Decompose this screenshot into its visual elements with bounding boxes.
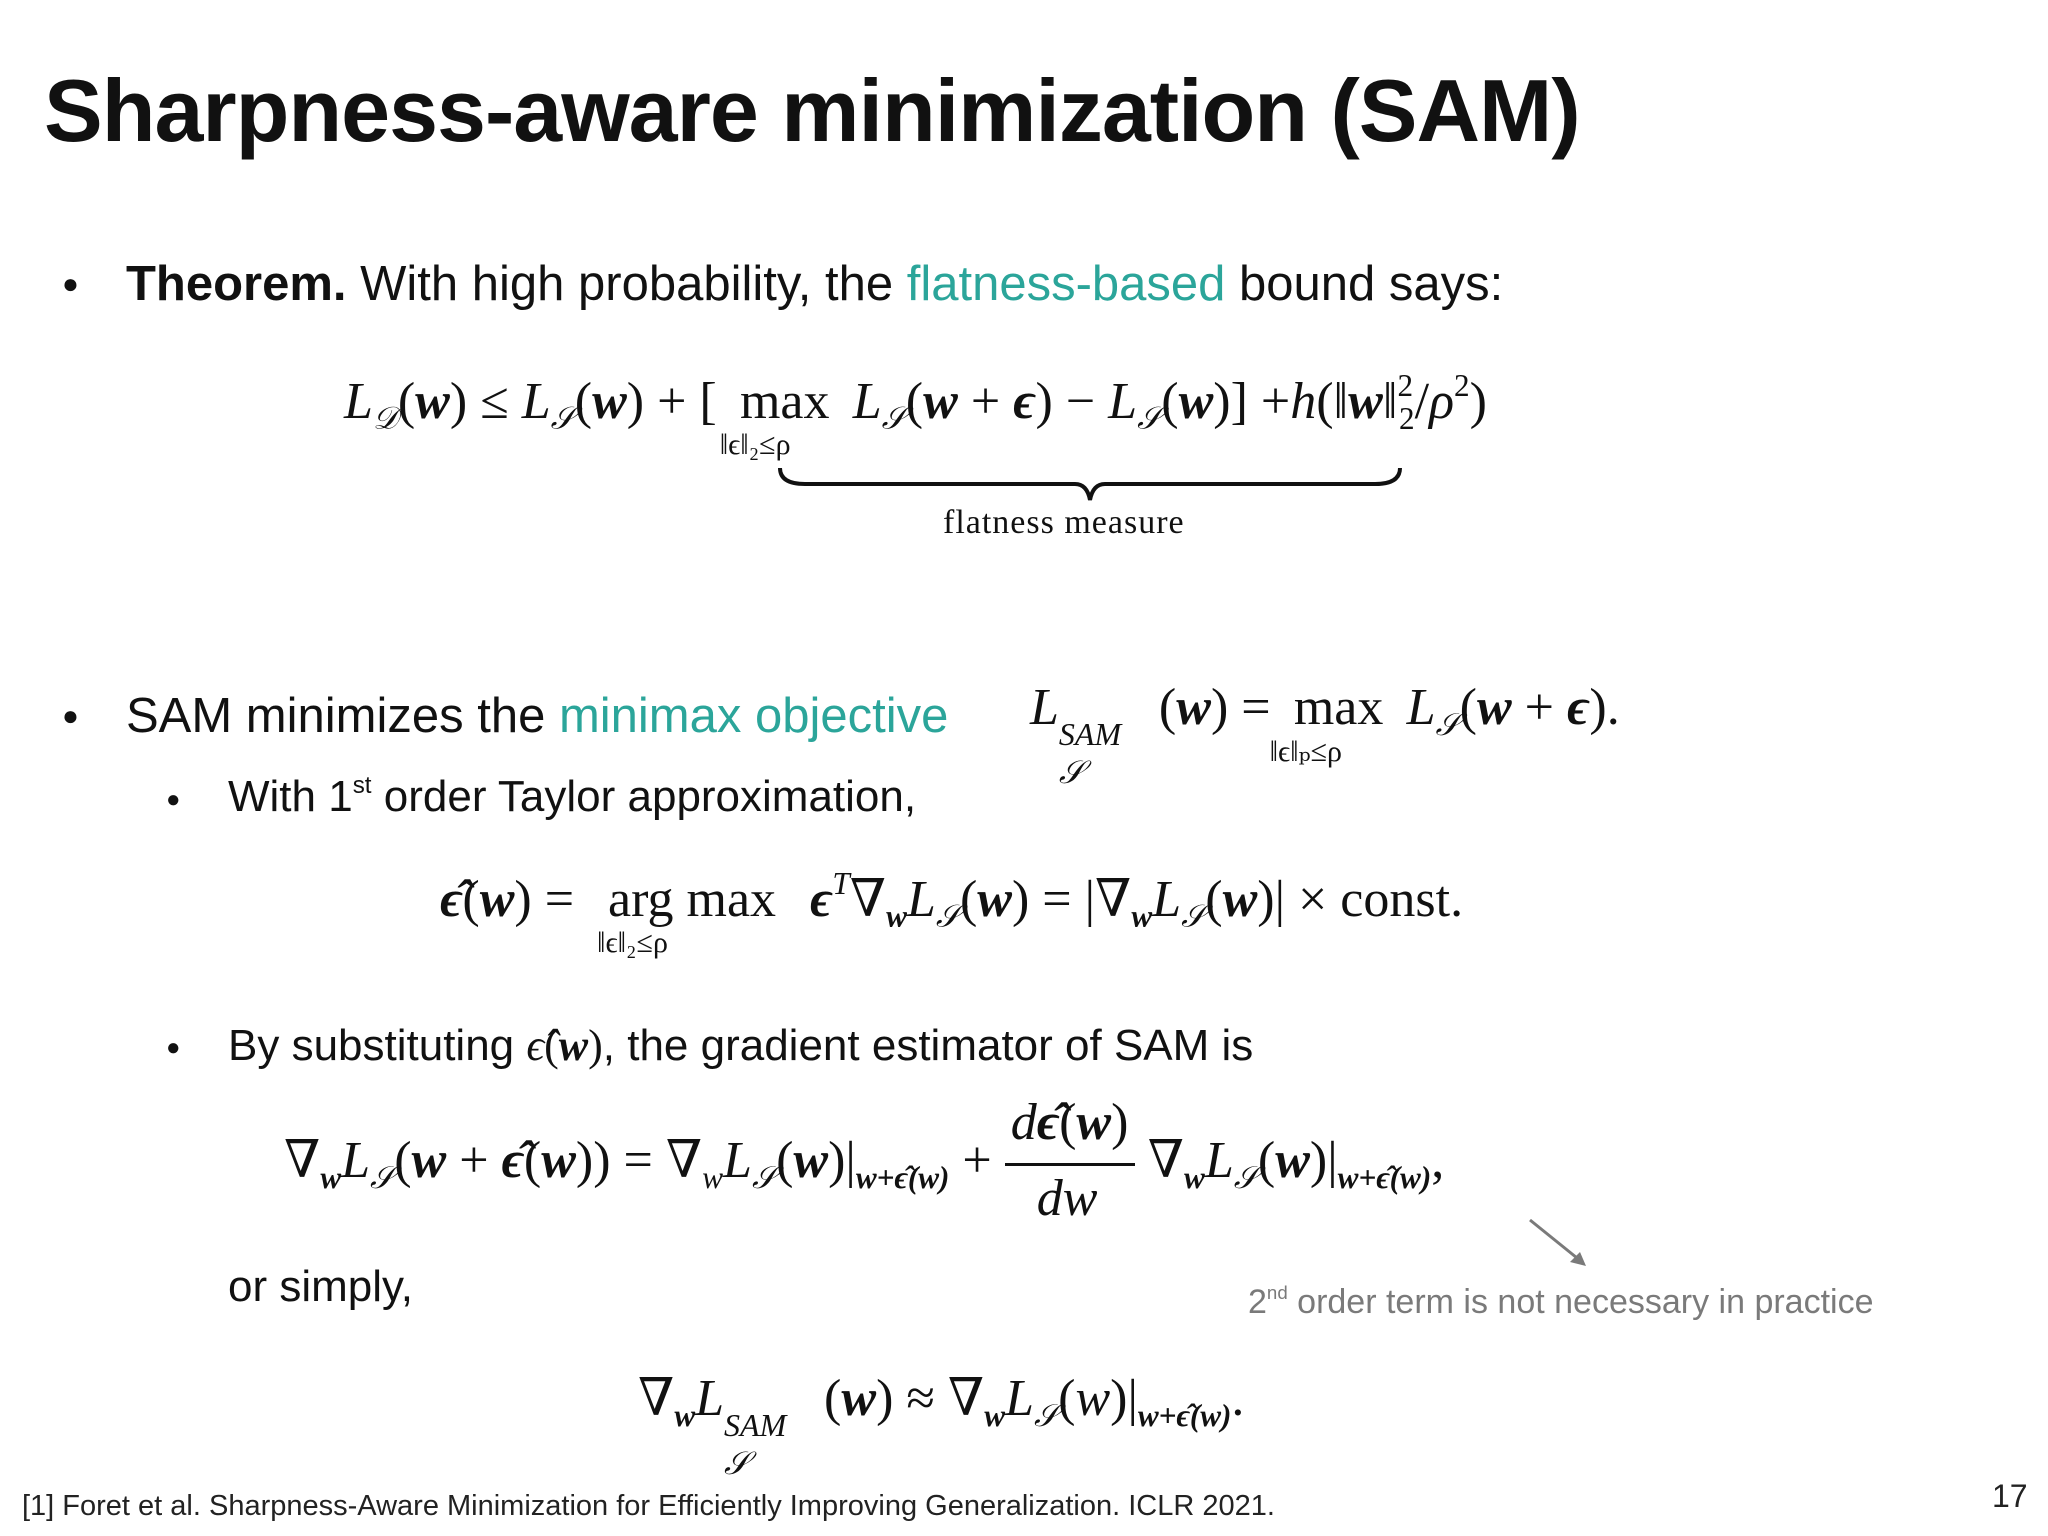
sam-gradient-approx-equation: $\nabla_wL$ SAM 𝒮 $(w) \approx \nabla_wL_𝒮(w)|_{w+\epsilon̂(w)}$. — [638, 1370, 1245, 1481]
theorem-label: Theorem. — [126, 257, 347, 311]
theorem-text-pre: With high probability, the — [346, 257, 907, 311]
taylor-post: order Taylor approximation, — [371, 772, 917, 822]
reference-footer: [1] Foret et al. Sharpness-Aware Minimization for Efficiently Improving Generalization. ICLR 2021. — [22, 1490, 1275, 1522]
theorem-line — [126, 256, 1503, 312]
slide-title: Sharpness-aware minimization (SAM) — [44, 61, 1580, 160]
bullet-dot: ● — [62, 268, 79, 299]
substitute-line: By substituting ϵ̂(w), the gradient estimator of SAM is — [228, 1021, 1254, 1070]
gradient-estimator-equation: $\nabla_wL_𝒮(w$ + ϵ̂(w)) = $\nabla_wL_𝒮(w)|_{w+\epsilon̂(w)}$ + $\frac{d\epsilon̂(w)}{dw}$ $\nabla_wL_𝒮(w)|_{w+\epsilon̂(w)}$, — [284, 1094, 1445, 1228]
note-pre: 2 — [1248, 1283, 1267, 1322]
max-constraint-p: ‖ϵ‖ₚ≤ρ — [1269, 735, 1343, 768]
substitute-post: , the gradient estimator of SAM is — [602, 1021, 1254, 1070]
sub-bullet-dot: ● — [166, 786, 181, 813]
sam-text-pre: SAM minimizes the — [126, 689, 559, 743]
note-post: order term is not necessary in practice — [1287, 1283, 1874, 1322]
second-order-note — [1248, 1282, 1874, 1322]
sub-bullet-dot: ● — [166, 1034, 181, 1061]
max-constraint: ‖ϵ‖₂≤ρ — [719, 427, 791, 461]
substitute-pre: By substituting — [228, 1021, 527, 1070]
sam-accent: minimax objective — [558, 689, 949, 743]
theorem-accent: flatness-based — [906, 257, 1226, 311]
taylor-pre: With 1 — [228, 772, 353, 822]
epsilon-hat-equation: ϵ̂(w) = arg max ‖ϵ‖₂≤ρ $\epsilon^T\nabla_wL_𝒮(w) = |\nabla_wL_𝒮(w)|$ × const. — [440, 866, 1464, 959]
bullet-dot: ● — [62, 700, 79, 731]
sam-line — [126, 688, 948, 744]
flatness-bound-equation: $L_𝒟(w) \le L_𝒮(w)$ + [ max ‖ϵ‖₂≤ρ $L_𝒮(w + \epsilon) - L_𝒮(w)$] $+h(‖w‖^2_2/\rho^2)$ — [344, 368, 1487, 461]
note-arrow — [1520, 1212, 1600, 1272]
brace-label: flatness measure — [943, 504, 1185, 541]
note-sup: nd — [1266, 1282, 1288, 1303]
const-text: × const. — [1297, 870, 1464, 928]
sam-objective-equation: L SAM 𝒮 (w) = max ‖ϵ‖ₚ≤ρ $L_𝒮(w + \epsilon)$. — [1030, 679, 1620, 790]
page-number: 17 — [1992, 1478, 2028, 1514]
theorem-text-post: bound says: — [1225, 257, 1504, 311]
or-simply-text: or simply, — [228, 1262, 413, 1311]
flatness-brace — [775, 466, 1405, 506]
taylor-sup: st — [352, 772, 372, 799]
argmax-constraint: ‖ϵ‖₂≤ρ — [597, 925, 668, 959]
taylor-line — [228, 772, 916, 822]
